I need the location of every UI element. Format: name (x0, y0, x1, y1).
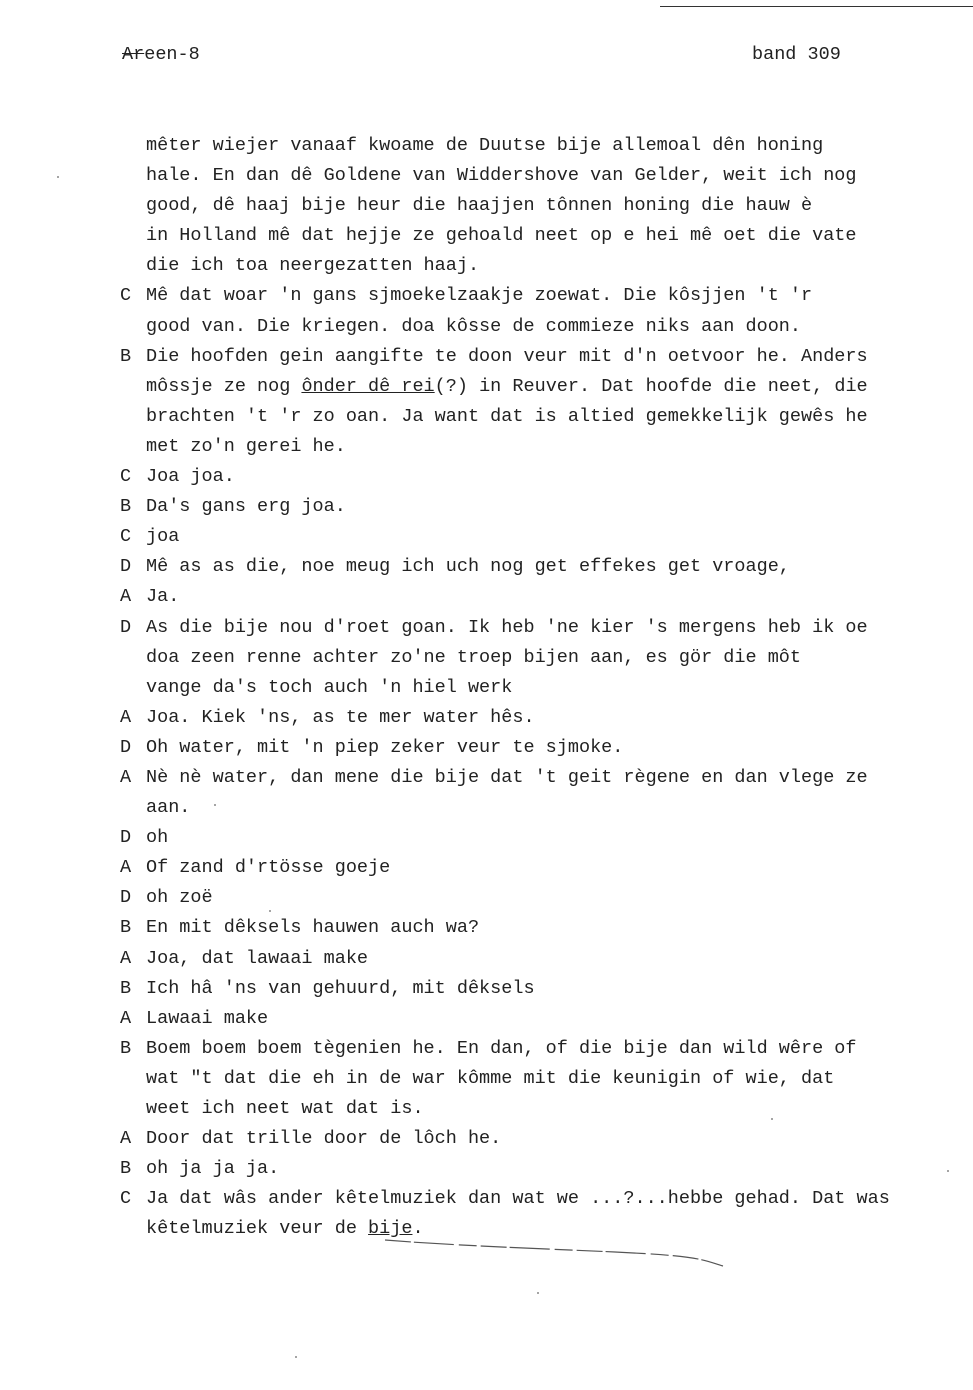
transcript-line: Joa. Kiek 'ns, as te mer water hês. (146, 706, 535, 728)
turn-lines (146, 1124, 970, 1154)
speaker-label: D (120, 736, 132, 758)
transcript-turn (120, 131, 970, 281)
scan-speck (771, 1118, 773, 1120)
transcript-line: Nè nè water, dan mene die bije dat 't geit règene en dan vlege ze (146, 766, 868, 788)
turn-lines (146, 1154, 970, 1184)
turn-lines (146, 883, 970, 913)
transcript-turn (120, 1124, 970, 1154)
speaker-label: B (120, 345, 132, 367)
tape-number: band 309 (752, 44, 841, 65)
transcript-line: weet ich neet wat dat is. (146, 1098, 424, 1119)
speaker-label: D (120, 556, 132, 578)
speaker-label: A (120, 1128, 132, 1150)
top-rule (660, 6, 973, 7)
transcript-line: Ich hâ 'ns van gehuurd, mit dêksels (146, 977, 535, 999)
transcript-line: Da's gans erg joa. (146, 496, 346, 518)
transcript-line: hale. En dan dê Goldene van Widdershove van Gelder, weit ich nog (146, 165, 857, 187)
turn-lines (146, 281, 970, 341)
transcript-line: doa zeen renne achter zo'ne troep bijen aan, es gör die môt (146, 646, 802, 668)
transcript-line: Mê dat woar 'n gans sjmoekelzaakje zoewat. Die kôsjjen 't 'r (146, 285, 813, 307)
transcript-line: wat "t dat die eh in de war kômme mit die keunigin of wie, dat (146, 1067, 835, 1089)
speaker-label: A (120, 947, 132, 969)
speaker-label: C (120, 1188, 132, 1210)
underlined-word: bije (368, 1218, 413, 1240)
transcript-turn (120, 913, 970, 943)
turn-lines (146, 1034, 970, 1124)
transcript-turn (120, 1004, 970, 1034)
transcript-turn (120, 522, 970, 552)
turn-lines (146, 763, 970, 823)
transcript-turn (120, 1154, 970, 1184)
turn-lines (146, 944, 970, 974)
transcript-line: good, dê haaj bije heur die haajjen tônnen honing die hauw è (146, 195, 813, 217)
speaker-label: B (120, 1158, 132, 1180)
scan-speck (947, 1170, 949, 1172)
transcript-line: Die hoofden gein aangifte te doon veur mit d'n oetvoor he. Anders (146, 345, 868, 367)
transcript-line: As die bije nou d'roet goan. Ik heb 'ne kier 's mergens heb ik oe (146, 616, 868, 638)
turn-lines (146, 733, 970, 763)
transcript-line: Door dat trille door de lôch he. (146, 1128, 502, 1150)
speaker-label (120, 131, 146, 281)
transcript-turn (120, 552, 970, 582)
scan-speck (57, 176, 59, 178)
scan-speck (269, 910, 271, 912)
transcript-line: aan. (146, 797, 191, 819)
scan-speck (295, 1356, 297, 1358)
document-code-struck: Ar (122, 44, 145, 65)
transcript-line: mêter wiejer vanaaf kwoame de Duutse bije allemoal dên honing (146, 135, 824, 156)
speaker-label: A (120, 586, 132, 608)
transcript-turn (120, 823, 970, 853)
transcript-turn (120, 1034, 970, 1124)
transcript-line: joa (146, 526, 180, 548)
document-code-rest: een-8 (144, 44, 200, 65)
transcript-turn (120, 462, 970, 492)
transcript-line: met zo'n gerei he. (146, 435, 346, 457)
speaker-label: D (120, 827, 132, 849)
transcript-line: in Holland mê dat hejje ze gehoald neet op e hei mê oet die vate (146, 225, 857, 247)
underlined-phrase: ônder dê rei (301, 375, 435, 397)
transcript (120, 131, 970, 1244)
speaker-label: C (120, 466, 132, 488)
transcript-line: kêtelmuziek veur de bije. (146, 1218, 424, 1240)
speaker-label: D (120, 616, 132, 638)
speaker-label: C (120, 526, 132, 548)
transcript-line: Lawaai make (146, 1007, 269, 1029)
turn-lines (146, 131, 970, 281)
turn-lines (146, 913, 970, 943)
speaker-label: A (120, 766, 132, 788)
pen-stroke (385, 1236, 730, 1272)
document-code (122, 44, 200, 65)
speaker-label: B (120, 1037, 132, 1059)
turn-lines (146, 1004, 970, 1034)
speaker-label: A (120, 706, 132, 728)
transcript-line: die ich toa neergezatten haaj. (146, 255, 480, 277)
transcript-line: good van. Die kriegen. doa kôsse de commieze niks aan doon. (146, 315, 802, 337)
turn-lines (146, 613, 970, 703)
turn-lines (146, 462, 970, 492)
transcript-line: Mê as as die, noe meug ich uch nog get effekes get vroage, (146, 556, 790, 578)
transcript-turn (120, 613, 970, 703)
transcript-line: vange da's toch auch 'n hiel werk (146, 676, 513, 698)
speaker-label: D (120, 887, 132, 909)
turn-lines (146, 492, 970, 522)
turn-lines (146, 853, 970, 883)
transcript-turn (120, 582, 970, 612)
transcript-turn (120, 281, 970, 341)
speaker-label: A (120, 1007, 132, 1029)
speaker-label: A (120, 857, 132, 879)
turn-lines (146, 582, 970, 612)
transcript-line: Boem boem boem tègenien he. En dan, of die bije dan wild wêre of (146, 1037, 857, 1059)
turn-lines (146, 552, 970, 582)
turn-lines (146, 703, 970, 733)
transcript-turn (120, 763, 970, 823)
transcript-line: môssje ze nog ônder dê rei(?) in Reuver. Dat hoofde die neet, die (146, 375, 868, 397)
transcript-line: oh ja ja ja. (146, 1158, 280, 1180)
transcript-line: Ja dat wâs ander kêtelmuziek dan wat we ...?...hebbe gehad. Dat was (146, 1188, 890, 1210)
transcript-turn (120, 492, 970, 522)
transcript-line: Oh water, mit 'n piep zeker veur te sjmoke. (146, 736, 624, 758)
transcript-line: Joa joa. (146, 466, 235, 488)
speaker-label: C (120, 285, 132, 307)
transcript-line: En mit dêksels hauwen auch wa? (146, 917, 480, 939)
turn-lines (146, 974, 970, 1004)
transcript-line: brachten 't 'r zo oan. Ja want dat is altied gemekkelijk gewês he (146, 405, 868, 427)
transcript-line: oh zoë (146, 887, 213, 909)
transcript-line: Of zand d'rtösse goeje (146, 857, 391, 879)
transcript-turn (120, 703, 970, 733)
transcript-turn (120, 883, 970, 913)
transcript-line: Joa, dat lawaai make (146, 947, 369, 969)
transcript-line: oh (146, 827, 169, 849)
turn-lines (146, 823, 970, 853)
transcript-line: Ja. (146, 586, 180, 608)
scan-speck (537, 1292, 539, 1294)
speaker-label: B (120, 917, 132, 939)
transcript-turn (120, 342, 970, 462)
speaker-label: B (120, 496, 132, 518)
turn-lines (146, 342, 970, 462)
transcript-turn (120, 733, 970, 763)
transcript-turn (120, 853, 970, 883)
transcript-turn (120, 944, 970, 974)
scan-speck (214, 804, 216, 806)
turn-lines (146, 522, 970, 552)
speaker-label: B (120, 977, 132, 999)
transcript-turn (120, 974, 970, 1004)
